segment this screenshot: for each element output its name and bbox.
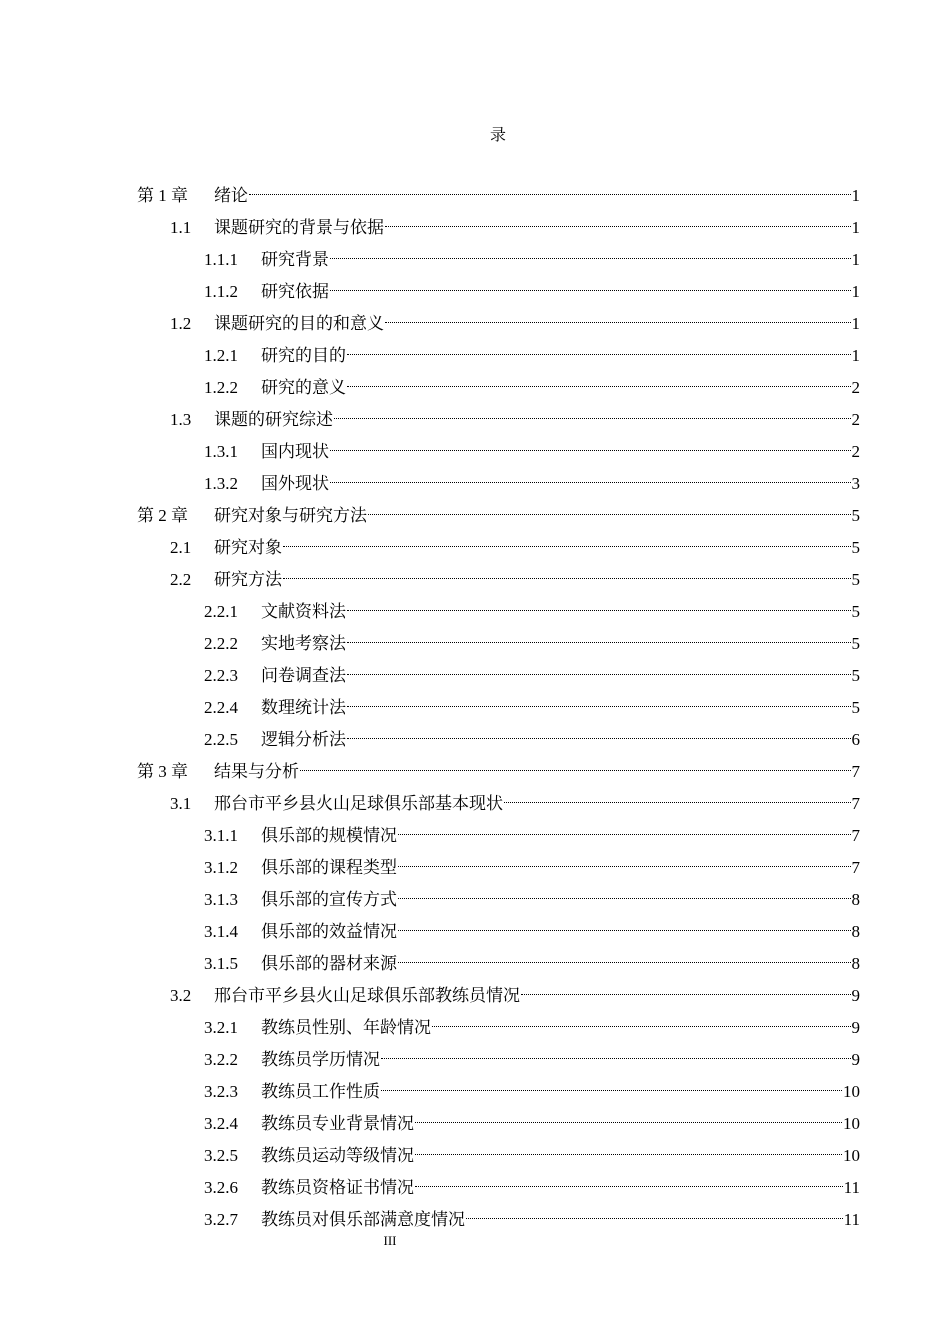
toc-entry-number: 第 2 章 bbox=[137, 506, 188, 525]
dot-leader bbox=[504, 802, 851, 803]
dot-leader bbox=[415, 1186, 843, 1187]
toc-entry-number: 3.1 bbox=[170, 794, 192, 813]
dot-leader bbox=[432, 1026, 851, 1027]
toc-entry-number: 3.2.5 bbox=[204, 1146, 238, 1165]
toc-entry-label: 教练员运动等级情况 bbox=[261, 1146, 414, 1166]
toc-entry-page: 10 bbox=[843, 1114, 860, 1133]
toc-entry-label: 俱乐部的课程类型 bbox=[261, 858, 397, 878]
toc-entry-label: 研究对象与研究方法 bbox=[214, 506, 367, 526]
dot-leader bbox=[330, 482, 851, 483]
toc-entry-label: 课题研究的背景与依据 bbox=[214, 218, 384, 238]
toc-entry[interactable] bbox=[137, 1108, 860, 1140]
toc-entry-number: 2.2.4 bbox=[204, 698, 238, 717]
toc-entry-number: 3.1.3 bbox=[204, 890, 238, 909]
toc-entry-number: 3.1.5 bbox=[204, 954, 238, 973]
toc-entry-label: 教练员学历情况 bbox=[261, 1050, 380, 1070]
toc-entry-number: 1.2.1 bbox=[204, 346, 238, 365]
toc-entry[interactable] bbox=[137, 788, 860, 820]
toc-entry-label: 结果与分析 bbox=[214, 762, 299, 782]
toc-entry-number: 2.2.2 bbox=[204, 634, 238, 653]
toc-entry[interactable] bbox=[137, 1140, 860, 1172]
dot-leader bbox=[466, 1218, 843, 1219]
toc-entry-page: 8 bbox=[851, 922, 860, 941]
table-of-contents bbox=[137, 180, 860, 1236]
toc-entry-number: 3.1.2 bbox=[204, 858, 238, 877]
toc-entry-label: 文献资料法 bbox=[261, 602, 346, 622]
dot-leader bbox=[415, 1154, 842, 1155]
toc-entry-label: 国内现状 bbox=[261, 442, 329, 462]
toc-entry-label: 邢台市平乡县火山足球俱乐部基本现状 bbox=[214, 794, 503, 814]
toc-entry-page: 8 bbox=[851, 890, 860, 909]
toc-entry-page: 2 bbox=[851, 378, 860, 397]
dot-leader bbox=[381, 1090, 842, 1091]
toc-entry[interactable] bbox=[137, 628, 860, 660]
toc-entry-page: 5 bbox=[851, 570, 860, 589]
toc-entry-number: 2.2 bbox=[170, 570, 192, 589]
dot-leader bbox=[347, 610, 851, 611]
toc-entry-page: 11 bbox=[843, 1210, 860, 1229]
toc-entry[interactable] bbox=[137, 468, 860, 500]
toc-entry-page: 7 bbox=[851, 858, 860, 877]
toc-entry-page: 8 bbox=[851, 954, 860, 973]
toc-entry[interactable] bbox=[137, 532, 860, 564]
toc-entry-label: 俱乐部的效益情况 bbox=[261, 922, 397, 942]
toc-entry-page: 11 bbox=[843, 1178, 860, 1197]
toc-entry-number: 1.1 bbox=[170, 218, 192, 237]
toc-entry-number: 3.2.2 bbox=[204, 1050, 238, 1069]
toc-entry-label: 逻辑分析法 bbox=[261, 730, 346, 750]
dot-leader bbox=[330, 258, 851, 259]
toc-entry-label: 教练员性别、年龄情况 bbox=[261, 1018, 431, 1038]
dot-leader bbox=[381, 1058, 851, 1059]
toc-entry-page: 9 bbox=[851, 986, 860, 1005]
dot-leader bbox=[415, 1122, 842, 1123]
toc-entry-label: 研究的意义 bbox=[261, 378, 346, 398]
toc-entry[interactable] bbox=[137, 852, 860, 884]
toc-entry-number: 1.3 bbox=[170, 410, 192, 429]
toc-entry-number: 1.2.2 bbox=[204, 378, 238, 397]
toc-entry-page: 6 bbox=[851, 730, 860, 749]
toc-entry-label: 数理统计法 bbox=[261, 698, 346, 718]
dot-leader bbox=[347, 674, 851, 675]
toc-entry-number: 3.2 bbox=[170, 986, 192, 1005]
dot-leader bbox=[398, 866, 851, 867]
toc-entry[interactable] bbox=[137, 404, 860, 436]
toc-entry[interactable] bbox=[137, 820, 860, 852]
toc-entry-page: 9 bbox=[851, 1050, 860, 1069]
toc-entry-number: 3.2.1 bbox=[204, 1018, 238, 1037]
toc-entry[interactable] bbox=[137, 180, 860, 212]
toc-entry-number: 2.2.1 bbox=[204, 602, 238, 621]
dot-leader bbox=[300, 770, 851, 771]
toc-entry-number: 2.2.5 bbox=[204, 730, 238, 749]
toc-entry[interactable] bbox=[137, 564, 860, 596]
toc-entry-number: 1.3.1 bbox=[204, 442, 238, 461]
dot-leader bbox=[385, 322, 851, 323]
toc-entry-number: 1.1.2 bbox=[204, 282, 238, 301]
toc-entry[interactable] bbox=[137, 756, 860, 788]
toc-entry-page: 2 bbox=[851, 442, 860, 461]
dot-leader bbox=[283, 578, 851, 579]
dot-leader bbox=[347, 738, 851, 739]
toc-entry[interactable] bbox=[137, 372, 860, 404]
toc-entry[interactable] bbox=[137, 308, 860, 340]
toc-entry[interactable] bbox=[137, 1044, 860, 1076]
toc-entry-page: 7 bbox=[851, 794, 860, 813]
toc-entry[interactable] bbox=[137, 244, 860, 276]
toc-entry-number: 1.1.1 bbox=[204, 250, 238, 269]
toc-entry[interactable] bbox=[137, 692, 860, 724]
toc-entry-number: 3.2.3 bbox=[204, 1082, 238, 1101]
toc-entry[interactable] bbox=[137, 660, 860, 692]
toc-entry-page: 5 bbox=[851, 698, 860, 717]
toc-entry-label: 俱乐部的器材来源 bbox=[261, 954, 397, 974]
toc-entry[interactable] bbox=[137, 276, 860, 308]
toc-entry-number: 3.2.6 bbox=[204, 1178, 238, 1197]
toc-entry-number: 3.1.1 bbox=[204, 826, 238, 845]
toc-entry-number: 3.2.7 bbox=[204, 1210, 238, 1229]
toc-entry-page: 7 bbox=[851, 762, 860, 781]
toc-entry[interactable] bbox=[137, 500, 860, 532]
toc-entry-label: 研究依据 bbox=[261, 282, 329, 302]
dot-leader bbox=[398, 930, 851, 931]
toc-entry-label: 邢台市平乡县火山足球俱乐部教练员情况 bbox=[214, 986, 520, 1006]
dot-leader bbox=[347, 642, 851, 643]
toc-entry-page: 3 bbox=[851, 474, 860, 493]
toc-entry[interactable] bbox=[137, 724, 860, 756]
toc-entry-number: 第 3 章 bbox=[137, 762, 188, 781]
toc-entry-page: 10 bbox=[843, 1082, 860, 1101]
toc-entry-page: 1 bbox=[851, 186, 860, 205]
dot-leader bbox=[330, 450, 851, 451]
toc-entry-number: 1.3.2 bbox=[204, 474, 238, 493]
toc-entry-page: 5 bbox=[851, 506, 860, 525]
toc-entry-label: 研究背景 bbox=[261, 250, 329, 270]
dot-leader bbox=[283, 546, 851, 547]
toc-entry-page: 1 bbox=[851, 282, 860, 301]
toc-entry-page: 5 bbox=[851, 538, 860, 557]
toc-entry-label: 研究的目的 bbox=[261, 346, 346, 366]
toc-entry-page: 1 bbox=[851, 346, 860, 365]
toc-entry-label: 教练员对俱乐部满意度情况 bbox=[261, 1210, 465, 1230]
toc-entry-page: 9 bbox=[851, 1018, 860, 1037]
toc-entry-page: 5 bbox=[851, 602, 860, 621]
dot-leader bbox=[249, 194, 851, 195]
toc-entry-label: 教练员资格证书情况 bbox=[261, 1178, 414, 1198]
dot-leader bbox=[347, 706, 851, 707]
toc-entry-label: 俱乐部的规模情况 bbox=[261, 826, 397, 846]
toc-entry-number: 2.2.3 bbox=[204, 666, 238, 685]
toc-entry[interactable] bbox=[137, 884, 860, 916]
dot-leader bbox=[398, 834, 851, 835]
toc-entry[interactable] bbox=[137, 436, 860, 468]
toc-entry[interactable] bbox=[137, 948, 860, 980]
toc-entry-number: 3.2.4 bbox=[204, 1114, 238, 1133]
toc-entry-number: 第 1 章 bbox=[137, 186, 188, 205]
toc-entry-page: 7 bbox=[851, 826, 860, 845]
toc-entry-page: 1 bbox=[851, 250, 860, 269]
dot-leader bbox=[398, 898, 851, 899]
toc-entry-label: 国外现状 bbox=[261, 474, 329, 494]
toc-entry[interactable] bbox=[137, 340, 860, 372]
dot-leader bbox=[347, 386, 851, 387]
toc-entry[interactable] bbox=[137, 1204, 860, 1236]
toc-entry-label: 俱乐部的宣传方式 bbox=[261, 890, 397, 910]
toc-entry-label: 研究方法 bbox=[214, 570, 282, 590]
dot-leader bbox=[347, 354, 851, 355]
toc-entry-label: 教练员专业背景情况 bbox=[261, 1114, 414, 1134]
toc-entry-number: 1.2 bbox=[170, 314, 192, 333]
dot-leader bbox=[334, 418, 851, 419]
toc-entry[interactable] bbox=[137, 916, 860, 948]
toc-entry-label: 实地考察法 bbox=[261, 634, 346, 654]
toc-entry-label: 问卷调查法 bbox=[261, 666, 346, 686]
toc-entry-page: 1 bbox=[851, 314, 860, 333]
toc-entry-label: 绪论 bbox=[214, 186, 248, 206]
toc-entry[interactable] bbox=[137, 1076, 860, 1108]
toc-entry-number: 3.1.4 bbox=[204, 922, 238, 941]
toc-entry-page: 2 bbox=[851, 410, 860, 429]
toc-entry-label: 课题研究的目的和意义 bbox=[214, 314, 384, 334]
toc-entry[interactable] bbox=[137, 212, 860, 244]
toc-title: 录 bbox=[489, 125, 506, 144]
dot-leader bbox=[368, 514, 851, 515]
toc-entry[interactable] bbox=[137, 1012, 860, 1044]
dot-leader bbox=[330, 290, 851, 291]
toc-entry-number: 2.1 bbox=[170, 538, 192, 557]
toc-entry-page: 5 bbox=[851, 634, 860, 653]
toc-entry-label: 课题的研究综述 bbox=[214, 410, 333, 430]
toc-entry[interactable] bbox=[137, 980, 860, 1012]
toc-entry-page: 1 bbox=[851, 218, 860, 237]
toc-entry[interactable] bbox=[137, 1172, 860, 1204]
toc-entry-page: 5 bbox=[851, 666, 860, 685]
dot-leader bbox=[521, 994, 851, 995]
dot-leader bbox=[398, 962, 851, 963]
dot-leader bbox=[385, 226, 851, 227]
toc-entry[interactable] bbox=[137, 596, 860, 628]
toc-entry-label: 教练员工作性质 bbox=[261, 1082, 380, 1102]
toc-entry-page: 10 bbox=[843, 1146, 860, 1165]
page-number: III bbox=[383, 1233, 397, 1248]
toc-entry-label: 研究对象 bbox=[214, 538, 282, 558]
